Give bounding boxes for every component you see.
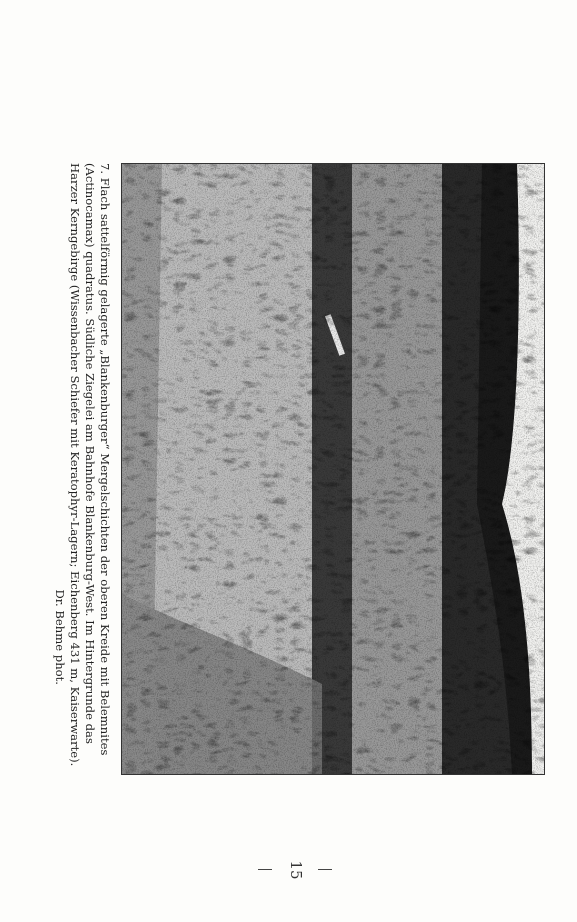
figure-caption (40, 163, 112, 775)
page-number-dash-left (258, 869, 272, 870)
caption-container (40, 163, 112, 775)
caption-line-1: 7. Flach sattelförmig gelagerte „Blankenburger“ Mergelschichten der oberen Kreide mit Belemnites (98, 163, 112, 756)
photo-plate (121, 163, 545, 775)
landscape-photograph (122, 164, 545, 775)
page-number: 15 (287, 860, 305, 880)
caption-line-2: (Actinocamax) quadratus. Südliche Ziegelei am Bahnhofe Blankenburg-West. Im Hintergrunde das (83, 163, 97, 744)
page-number-dash-right (318, 869, 332, 870)
photo-credit: Dr. Behme phot. (53, 589, 67, 685)
caption-line-3: Harzer Kerngebirge (Wissenbacher Schiefer mit Keratophyr-Lagern; Eichenberg 431 m, Kaiserwarte). (68, 163, 82, 767)
